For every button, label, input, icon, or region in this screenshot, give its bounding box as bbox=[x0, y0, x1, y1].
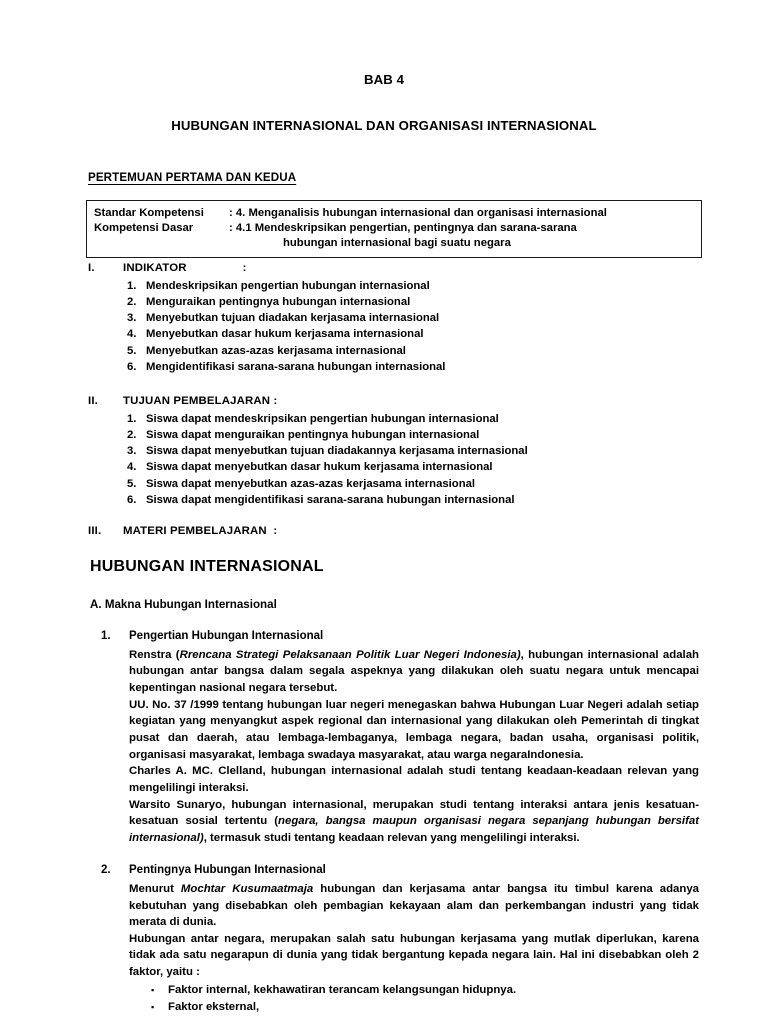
list-marker: 2. bbox=[127, 295, 137, 308]
list-item bbox=[151, 982, 699, 999]
text-run: Renstra ( bbox=[129, 648, 180, 661]
materi-spacer bbox=[0, 508, 768, 521]
list-marker: 5. bbox=[127, 477, 137, 490]
tujuan-list bbox=[88, 411, 768, 509]
competency-row-standar bbox=[94, 206, 701, 221]
square-bullet-icon: ▪ bbox=[151, 984, 155, 995]
chapter-title: BAB 4 bbox=[363, 72, 405, 87]
section-tujuan-pembelajaran bbox=[0, 394, 768, 508]
section-numeral-i: I. bbox=[88, 262, 95, 275]
section-heading-materi bbox=[88, 524, 768, 539]
square-bullet-icon: ▪ bbox=[151, 1001, 155, 1012]
section-title-indikator: INDIKATOR bbox=[123, 262, 187, 275]
list-item bbox=[127, 476, 768, 492]
text-run: Menurut bbox=[129, 882, 181, 895]
indikator-list bbox=[88, 278, 768, 376]
section-heading-tujuan bbox=[88, 394, 768, 409]
list-item bbox=[127, 411, 768, 427]
section-spacer bbox=[0, 375, 768, 391]
list-marker: 1. bbox=[127, 279, 137, 292]
text-run: negara, bangsa maupun organisasi negara sepanjang hubungan bersifat internasional) bbox=[129, 815, 699, 844]
list-text: Siswa dapat menyebutkan azas-azas kerjasama internasional bbox=[146, 477, 476, 490]
competency-row-dasar bbox=[94, 221, 701, 236]
paragraph-warsito-sunaryo bbox=[129, 797, 699, 847]
list-text: Mengidentifikasi sarana-sarana hubungan internasional bbox=[146, 361, 446, 373]
text-run: Rrencana Strategi Pelaksanaan Politik Luar Negeri Indonesia) bbox=[179, 648, 521, 661]
page-title: HUBUNGAN INTERNASIONAL DAN ORGANISASI INTERNASIONAL bbox=[171, 117, 597, 133]
materi-item-2-heading bbox=[101, 863, 768, 878]
materi-sub-heading: A. Makna Hubungan Internasional bbox=[90, 597, 277, 611]
section-heading-indikator bbox=[88, 261, 768, 276]
list-marker: 1. bbox=[127, 412, 137, 425]
list-item bbox=[127, 326, 768, 342]
paragraph-renstra bbox=[129, 647, 699, 697]
paragraph-charles-clelland bbox=[129, 763, 699, 796]
list-text: Siswa dapat menguraikan pentingnya hubungan internasional bbox=[146, 428, 480, 441]
faktor-list bbox=[129, 982, 699, 1016]
list-item bbox=[127, 492, 768, 508]
meeting-label: PERTEMUAN PERTAMA DAN KEDUA bbox=[88, 171, 297, 185]
list-item bbox=[151, 999, 699, 1016]
list-text: Faktor eksternal, bbox=[168, 1000, 260, 1013]
list-item bbox=[127, 359, 768, 375]
meeting-label-wrapper bbox=[0, 134, 768, 186]
section-materi-pembelajaran bbox=[0, 524, 768, 539]
text-run: Hubungan antar negara, merupakan salah satu hubungan kerjasama yang mutlak diperlukan, karena tidak ada satu negarapun di dunia yang tidak bergantung kepada negara lain. Hal ini disebabkan oleh 2 faktor, yaitu : bbox=[129, 932, 699, 979]
list-item bbox=[127, 343, 768, 359]
list-marker: 6. bbox=[127, 493, 137, 506]
text-run: , termasuk studi tentang keadaan relevan yang mengelilingi interaksi. bbox=[203, 831, 580, 844]
list-item bbox=[127, 310, 768, 326]
list-marker: 4. bbox=[127, 461, 137, 474]
list-item bbox=[127, 294, 768, 310]
paragraph-hubungan-antar-negara bbox=[129, 931, 699, 981]
competency-value-dasar: : 4.1 Mendeskripsikan pengertian, pentingnya dan sarana-sarana bbox=[229, 222, 577, 235]
materi-item-1 bbox=[0, 629, 768, 846]
materi-item-1-body bbox=[101, 647, 768, 847]
paragraph-uu-37-1999 bbox=[129, 697, 699, 764]
list-text: Mendeskripsikan pengertian hubungan internasional bbox=[146, 279, 430, 292]
competency-continuation-row bbox=[94, 236, 701, 251]
materi-item-2 bbox=[0, 863, 768, 1015]
list-text: Menyebutkan tujuan diadakan kerjasama internasional bbox=[146, 312, 440, 325]
text-run: Charles A. MC. Clelland, hubungan internasional adalah studi tentang keadaan-keadaan relevan yang mengelilingi interaksi. bbox=[129, 765, 699, 794]
list-item bbox=[127, 443, 768, 459]
list-marker: 4. bbox=[127, 328, 137, 341]
materi-item-2-title: Pentingnya Hubungan Internasional bbox=[129, 864, 326, 877]
section-title-tujuan: TUJUAN PEMBELAJARAN : bbox=[123, 395, 278, 408]
materi-item-1-heading bbox=[101, 629, 768, 644]
competency-box bbox=[86, 200, 702, 258]
text-run: , hubungan internasional adalah hubungan antar bangsa dalam segala aspeknya yang dilakukan oleh suatu negara untuk mencapai kepentingan nasional negara tersebut. bbox=[129, 648, 699, 695]
materi-item-2-body bbox=[101, 881, 768, 1016]
text-run: Mochtar Kusumaatmaja bbox=[180, 882, 314, 895]
list-item bbox=[127, 278, 768, 294]
paragraph-mochtar-kusumaatmaja bbox=[129, 881, 699, 931]
list-marker: 6. bbox=[127, 361, 137, 373]
list-text: Faktor internal, kekhawatiran terancam kelangsungan hidupnya. bbox=[168, 983, 517, 996]
section-colon-indikator: : bbox=[242, 262, 247, 275]
section-indikator bbox=[0, 261, 768, 375]
list-text: Menyebutkan dasar hukum kerjasama internasional bbox=[146, 328, 424, 341]
text-run: UU. No. 37 /1999 tentang hubungan luar negeri menegaskan bahwa Hubungan Luar Negeri adalah setiap kegiatan yang menyangkut aspek regional dan internasional yang dilakukan oleh Pemerintah di tingkat pusat dan daerah, atau lembaga-lembaganya, lembaga negara, badan usaha, organisasi politik, organisasi masyarakat, lembaga swadaya masyarakat, atau warga negaraIndonesia. bbox=[129, 698, 699, 761]
list-text: Menguraikan pentingnya hubungan internasional bbox=[146, 295, 411, 308]
section-numeral-ii: II. bbox=[88, 395, 98, 408]
list-text: Menyebutkan azas-azas kerjasama internasional bbox=[146, 344, 406, 357]
materi-item-2-number: 2. bbox=[101, 864, 111, 877]
competency-key-standar: Standar Kompetensi bbox=[94, 207, 204, 220]
list-text: Siswa dapat mengidentifikasi sarana-sarana hubungan internasional bbox=[146, 493, 515, 506]
section-numeral-iii: III. bbox=[88, 525, 102, 538]
list-marker: 2. bbox=[127, 428, 137, 441]
materi-item-1-title: Pengertian Hubungan Internasional bbox=[129, 630, 324, 643]
list-item bbox=[127, 459, 768, 475]
section-title-materi: MATERI PEMBELAJARAN : bbox=[123, 525, 278, 538]
materi-big-heading: HUBUNGAN INTERNASIONAL bbox=[90, 558, 324, 576]
list-marker: 5. bbox=[127, 344, 137, 357]
competency-continuation: hubungan internasional bagi suatu negara bbox=[283, 236, 511, 249]
competency-key-dasar: Kompetensi Dasar bbox=[94, 222, 194, 235]
list-marker: 3. bbox=[127, 312, 137, 325]
list-text: Siswa dapat mendeskripsikan pengertian hubungan internasional bbox=[146, 412, 499, 425]
list-text: Siswa dapat menyebutkan tujuan diadakannya kerjasama internasional bbox=[146, 445, 528, 458]
text-run: Warsito Sunaryo, hubungan internasional, merupakan studi tentang interaksi antara jenis kesatuan-kesatuan sosial tertentu ( bbox=[129, 798, 699, 828]
list-item bbox=[127, 427, 768, 443]
competency-value-standar: : 4. Menganalisis hubungan internasional dan organisasi internasional bbox=[229, 207, 607, 220]
list-text: Siswa dapat menyebutkan dasar hukum kerjasama internasional bbox=[146, 461, 493, 474]
list-marker: 3. bbox=[127, 445, 137, 458]
materi-item-1-number: 1. bbox=[101, 630, 111, 643]
text-run: hubungan dan kerjasama antar bangsa itu timbul karena adanya kebutuhan yang disebabkan oleh pembagian kekayaan alam dan perkembangan industri yang tidak merata di dunia. bbox=[129, 882, 699, 929]
